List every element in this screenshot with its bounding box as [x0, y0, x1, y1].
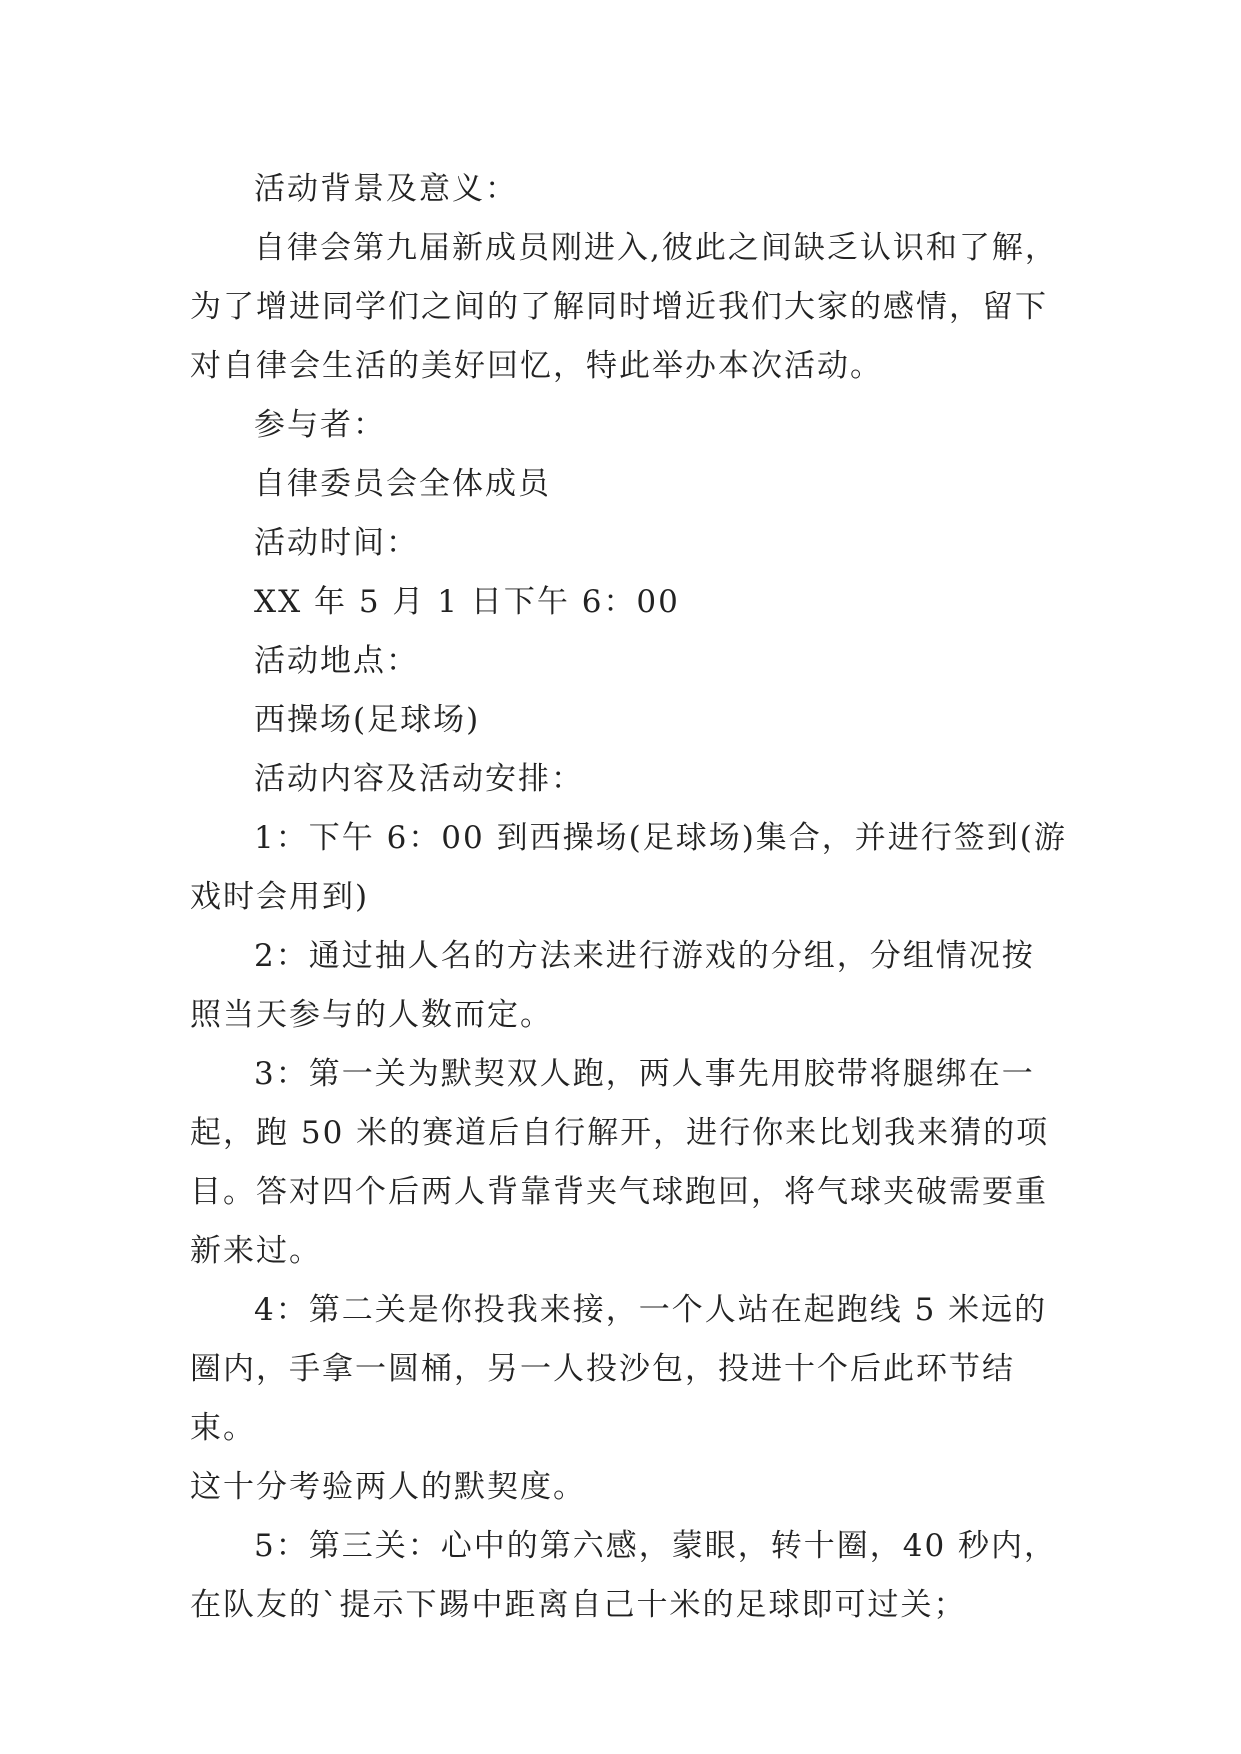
schedule-item-4-line-3: 这十分考验两人的默契度。 [190, 1469, 586, 1505]
participants-text: 自律委员会全体成员 [254, 466, 551, 502]
schedule-item-3-line-3: 目。答对四个后两人背靠背夹气球跑回，将气球夹破需要重 [190, 1174, 1048, 1210]
schedule-item-4-line-2: 圈内，手拿一圆桶，另一人投沙包，投进十个后此环节结束。 [190, 1351, 1015, 1446]
schedule-item-5-line-2: 在队友的`提示下踢中距离自己十米的足球即可过关； [190, 1587, 967, 1623]
schedule-item-4-line-1: 4：第二关是你投我来接，一个人站在起跑线 5 米远的 [254, 1292, 1048, 1328]
heading-location: 活动地点： [254, 643, 419, 679]
heading-schedule: 活动内容及活动安排： [254, 761, 584, 797]
schedule-item-1-line-1: 1：下午 6：00 到西操场(足球场)集合，并进行签到(游 [254, 820, 1067, 856]
time-text: XX 年 5 月 1 日下午 6：00 [254, 584, 680, 620]
schedule-item-3-line-2: 起，跑 50 米的赛道后自行解开，进行你来比划我来猜的项 [190, 1115, 1050, 1151]
location-text: 西操场(足球场) [254, 702, 481, 738]
schedule-item-3-line-4: 新来过。 [190, 1233, 322, 1269]
schedule-item-2-line-1: 2：通过抽人名的方法来进行游戏的分组，分组情况按 [254, 938, 1035, 974]
heading-participants: 参与者： [254, 407, 386, 443]
heading-time: 活动时间： [254, 525, 419, 561]
background-text-line-1: 自律会第九届新成员刚进入,彼此之间缺乏认识和了解， [254, 230, 1058, 266]
schedule-item-3-line-1: 3：第一关为默契双人跑，两人事先用胶带将腿绑在一 [254, 1056, 1035, 1092]
heading-background: 活动背景及意义： [254, 171, 518, 207]
background-text-line-2: 为了增进同学们之间的了解同时增近我们大家的感情，留下 [190, 289, 1048, 325]
schedule-item-1-line-2: 戏时会用到) [190, 879, 370, 915]
background-text-line-3: 对自律会生活的美好回忆，特此举办本次活动。 [190, 348, 883, 384]
schedule-item-2-line-2: 照当天参与的人数而定。 [190, 997, 553, 1033]
document-body [190, 160, 1070, 1635]
schedule-item-5-line-1: 5：第三关：心中的第六感，蒙眼，转十圈，40 秒内， [254, 1528, 1058, 1564]
